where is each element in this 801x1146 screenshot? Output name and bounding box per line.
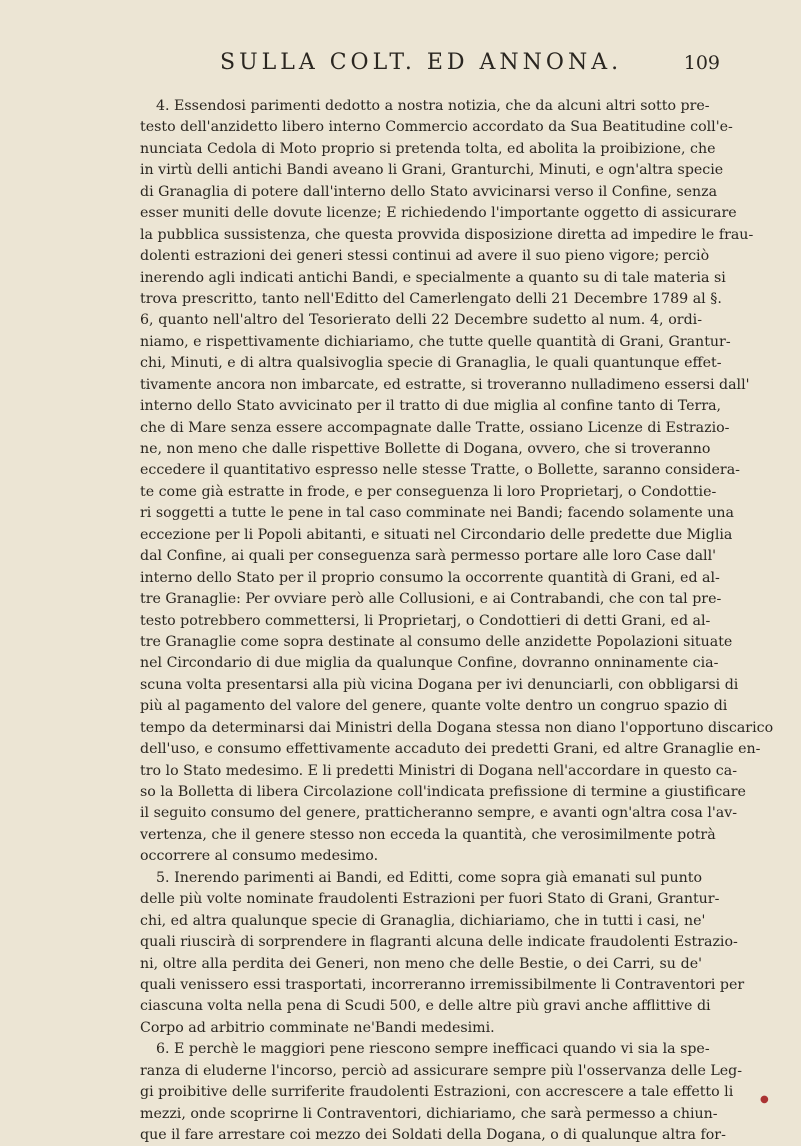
text-line: 6, quanto nell'altro del Tesorierato delli 22 Decembre sudetto al num. 4, ordi- — [140, 312, 702, 329]
text-line: la pubblica sussistenza, che questa provvida disposizione diretta ad impedire le frau- — [140, 226, 754, 243]
text-line: testo dell'anzidetto libero interno Commercio accordato da Sua Beatitudine coll'e- — [140, 119, 733, 136]
text-line: inerendo agli indicati antichi Bandi, e specialmente a quanto su di tale materia si — [140, 269, 726, 286]
text-line: in virtù delli antichi Bandi aveano li Grani, Granturchi, Minuti, e ogn'altra specie — [140, 162, 724, 179]
ink-mark: ● — [760, 1094, 769, 1105]
text-line: che di Mare senza essere accompagnate dalle Tratte, ossiano Licenze di Estrazio- — [140, 419, 730, 436]
text-line: il seguito consumo del genere, pratticheranno sempre, e avanti ogn'altra cosa l'av- — [140, 805, 738, 822]
text-line: tro lo Stato medesimo. E li predetti Ministri di Dogana nell'accordare in questo ca- — [140, 762, 737, 779]
text-line: so la Bolletta di libera Circolazione coll'indicata prefissione di termine a giustificare — [140, 784, 746, 800]
text-line: delle più volte nominate fraudolenti Estrazioni per fuori Stato di Grani, Grantur- — [140, 891, 720, 908]
text-line: dolenti estrazioni dei generi stessi continui ad avere il suo pieno vigore; perciò — [140, 248, 710, 265]
text-line: più al pagamento del valore del genere, quante volte dentro un congruo spazio di — [140, 698, 728, 715]
text-line: Corpo ad arbitrio comminate ne'Bandi medesimi. — [140, 1019, 495, 1036]
text-line: trova prescritto, tanto nell'Editto del Camerlengato delli 21 Decembre 1789 al §. — [140, 290, 722, 307]
text-line: 4. Essendosi parimenti dedotto a nostra notizia, che da alcuni altri sotto pre- — [156, 98, 710, 114]
text-line: scuna volta presentarsi alla più vicina Dogana per ivi denunciarli, con obbligarsi di — [140, 676, 739, 693]
text-line: interno dello Stato per il proprio consumo la occorrente quantità di Grani, ed al- — [140, 569, 720, 586]
text-line: gi proibitive delle surriferite fraudolenti Estrazioni, con accrescere a tale effetto li — [140, 1084, 734, 1101]
text-line: chi, Minuti, e di altra qualsivoglia specie di Granaglia, le quali quantunque effet- — [140, 355, 722, 372]
text-line: tempo da determinarsi dai Ministri della Dogana stessa non diano l'opportuno discarico — [140, 719, 774, 736]
text-line: niamo, e rispettivamente dichiariamo, che tutte quelle quantità di Grani, Grantur- — [140, 333, 731, 350]
text-line: que il fare arrestare coi mezzo dei Soldati della Dogana, o di qualunque altra for- — [140, 1127, 726, 1143]
text-line: esser muniti delle dovute licenze; E richiedendo l'importante oggetto di assicurare — [140, 205, 737, 222]
text-line: dal Confine, ai quali per conseguenza sarà permesso portare alle loro Case dall' — [140, 548, 717, 565]
text-line: tre Granaglie: Per ovviare però alle Collusioni, e ai Contrabandi, che con tal pre- — [140, 591, 722, 608]
text-line: chi, ed altra qualunque specie di Granaglia, dichiariamo, che in tutti i casi, ne' — [140, 912, 706, 929]
text-line: 5. Inerendo parimenti ai Bandi, ed Editti, come sopra già emanati sul punto — [156, 869, 702, 886]
text-line: di Granaglia di potere dall'interno dello Stato avvicinarsi verso il Confine, senza — [140, 183, 718, 200]
text-line: vertenza, che il genere stesso non ecceda la quantità, che verosimilmente potrà — [140, 826, 716, 843]
text-line: eccezione per li Popoli abitanti, e situati nel Circondario delle predette due Miglia — [140, 526, 733, 543]
text-line: ranza di eluderne l'incorso, perciò ad assicurare sempre più l'osservanza delle Leg- — [140, 1062, 743, 1079]
text-line: occorrere al consumo medesimo. — [140, 848, 379, 865]
text-line: eccedere il quantitativo espresso nelle stesse Tratte, o Bollette, saranno considera- — [140, 462, 740, 479]
text-line: ciascuna volta nella pena di Scudi 500, e delle altre più gravi anche afflittive di — [140, 998, 711, 1015]
body-text — [140, 96, 774, 1146]
text-line: quali riuscirà di sorprendere in flagranti alcuna delle indicate fraudolenti Estrazio- — [140, 934, 738, 951]
text-line: tre Granaglie come sopra destinate al consumo delle anzidette Popolazioni situate — [140, 633, 733, 650]
text-line: nel Circondario di due miglia da qualunque Confine, dovranno onninamente cia- — [140, 655, 719, 672]
text-line: 6. E perchè le maggiori pene riescono sempre inefficaci quando vi sia la spe- — [156, 1041, 710, 1058]
text-line: tivamente ancora non imbarcate, ed estratte, si troveranno nulladimeno essersi dall' — [140, 376, 750, 393]
text-line: testo potrebbero commettersi, li Proprietarj, o Condottieri di detti Grani, ed al- — [140, 612, 711, 629]
text-line: ni, oltre alla perdita dei Generi, non meno che delle Bestie, o dei Carri, su de' — [140, 955, 702, 972]
text-line: ri soggetti a tutte le pene in tal caso comminate nei Bandi; facendo solamente una — [140, 505, 734, 522]
text-line: te come già estratte in frode, e per conseguenza li loro Proprietarj, o Condottie- — [140, 483, 717, 500]
running-title: SULLA COLT. ED ANNONA. — [220, 50, 623, 75]
text-line: interno dello Stato avvicinato per il tratto di due miglia al confine tanto di Terra, — [140, 398, 722, 415]
text-line: quali venissero essi trasportati, incorreranno irremissibilmente li Contraventori per — [140, 976, 745, 993]
text-line: ne, non meno che dalle rispettive Bollette di Dogana, ovvero, che si troveranno — [140, 441, 711, 457]
text-line: dell'uso, e consumo effettivamente accaduto dei predetti Grani, ed altre Granaglie en- — [140, 741, 761, 758]
text-line: mezzi, onde scoprirne li Contraventori, dichiariamo, che sarà permesso a chiun- — [140, 1105, 718, 1122]
text-line: nunciata Cedola di Moto proprio si pretenda tolta, ed abolita la proibizione, che — [140, 140, 716, 157]
page-header — [140, 44, 720, 84]
page-number: 109 — [683, 52, 720, 74]
